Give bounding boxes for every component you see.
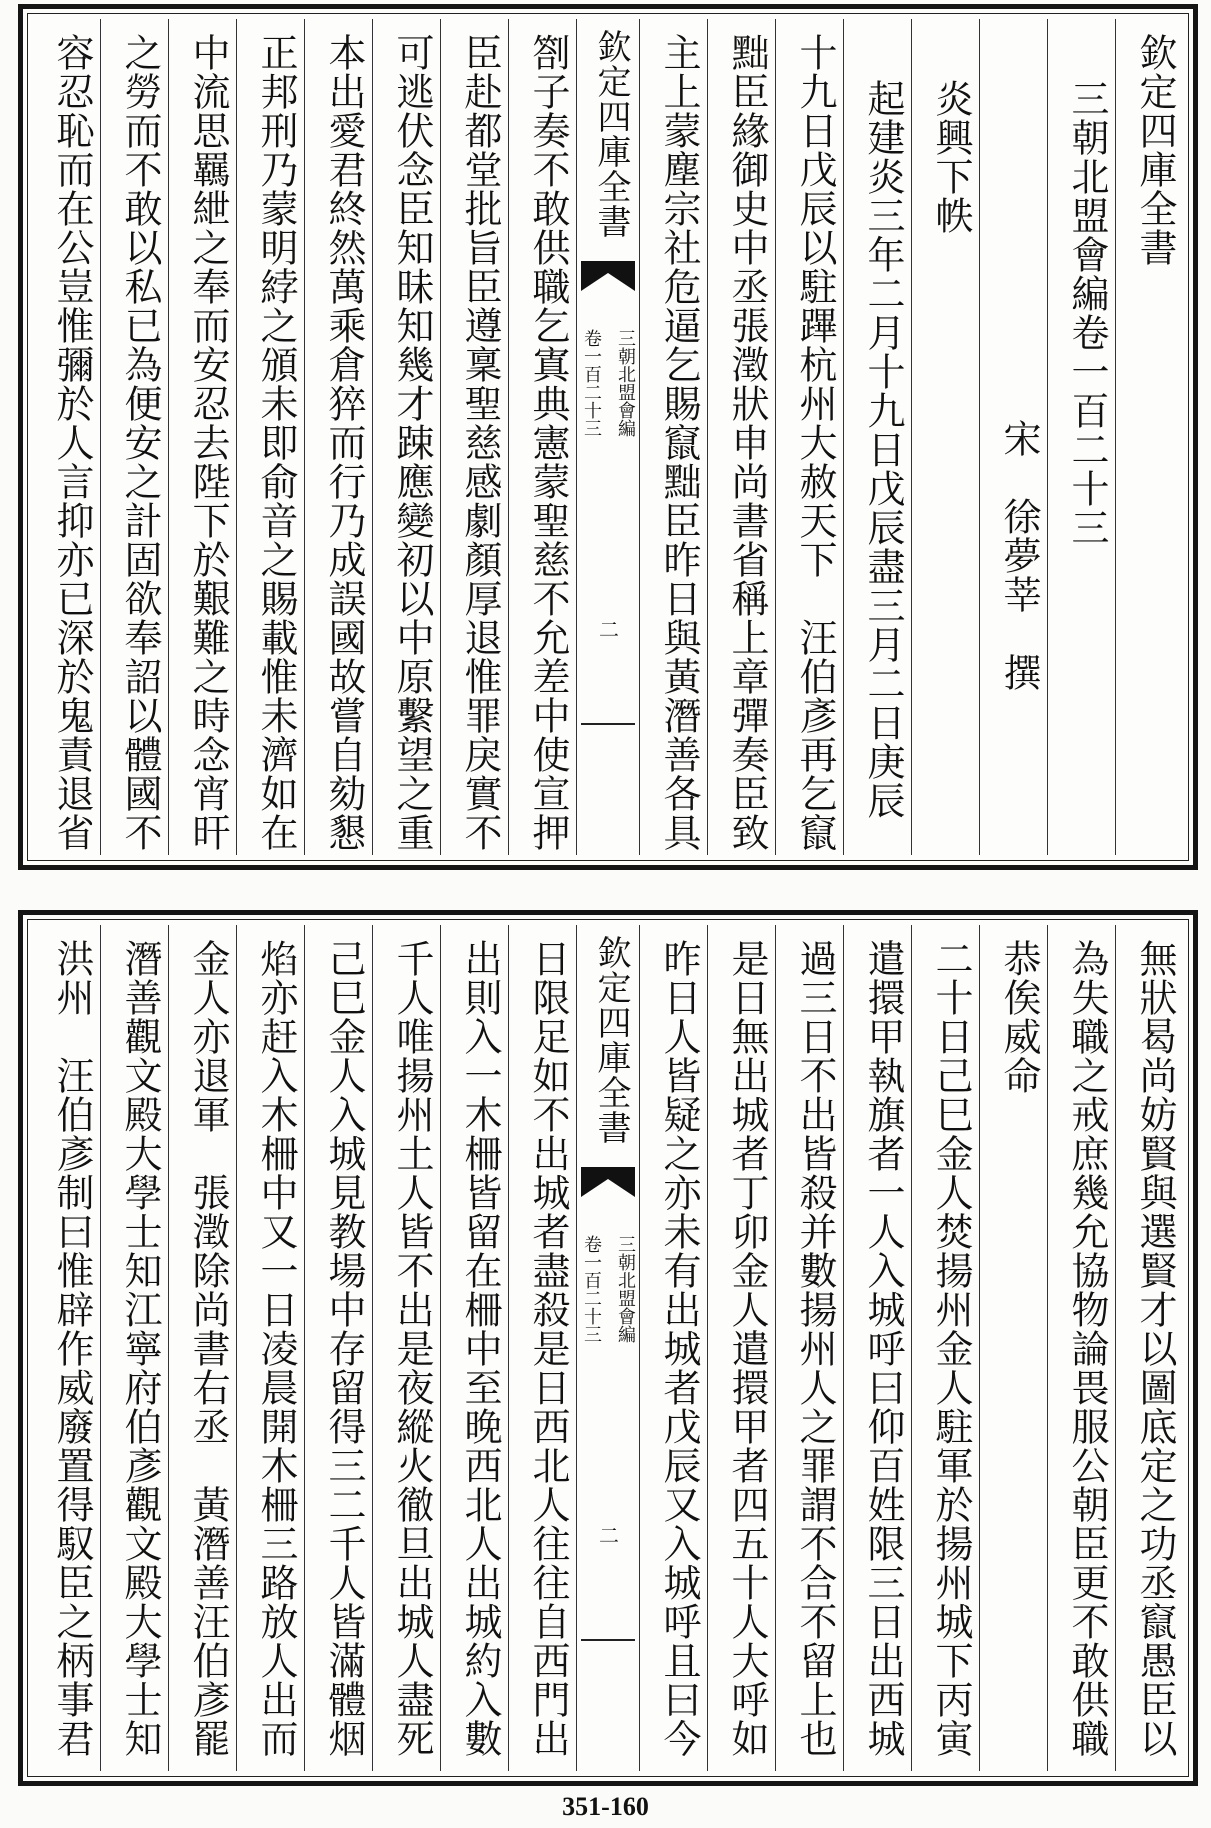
page-bottom-col-7: 是日無出城者丁卯金人遣擐甲者四五十人大呼如 (707, 925, 775, 1771)
page-top-col-14: 中流思羈紲之奉而安忍去陛下於艱難之時念宵旰 (168, 19, 236, 855)
page-bottom (18, 910, 1198, 1786)
fishtail-mark (581, 261, 635, 291)
page-bottom-col-13: 焰亦赶入木柵中又一日凌晨開木柵三路放人出而 (236, 925, 304, 1771)
page-top-col-10: 臣赴都堂批旨臣遵稟聖慈感劇顏厚退惟罪戾實不 (440, 19, 508, 855)
gutter-title: 欽定四庫全書 (591, 29, 631, 239)
page-bottom-col-1: 無狀曷尚妨賢與選賢才以圖底定之功丞竄愚臣以 (1115, 925, 1183, 1771)
gutter-rule (581, 1639, 635, 1641)
page-bottom-col-2: 為失職之戒庶幾允協物論畏服公朝臣更不敢供職 (1047, 925, 1115, 1771)
page-bottom-gutter (576, 925, 639, 1771)
gutter-volume: 卷一百二十三 (581, 329, 602, 437)
page-top-col-4: 炎興下帙 (911, 19, 979, 855)
page-bottom-col-15: 潛善觀文殿大學士知江寧府伯彥觀文殿大學士知 (100, 925, 168, 1771)
page-bottom-col-11: 千人唯揚州土人皆不出是夜縱火徹旦出城人盡死 (372, 925, 440, 1771)
page-top-col-5: 起建炎三年二月十九日戊辰盡三月二日庚辰 (843, 19, 911, 855)
page-top-col-1: 欽定四庫全書 (1115, 19, 1183, 855)
page-top-columns (33, 19, 1183, 855)
page-bottom-col-10: 出則入一木柵皆留在柵中至晚西北人出城約入數 (440, 925, 508, 1771)
page-top-col-13: 正邦刑乃蒙明綍之頒未即俞音之賜載惟未濟如在 (236, 19, 304, 855)
page-top-col-9: 劄子奏不敢供職乞寘典憲蒙聖慈不允差中使宣押 (508, 19, 576, 855)
page-top-col-7: 黜臣緣御史中丞張澂狀申尚書省稱上章彈奏臣致 (707, 19, 775, 855)
gutter-book: 三朝北盟會編 (615, 329, 636, 437)
page-footer-number: 351-160 (562, 1792, 649, 1821)
gutter-title: 欽定四庫全書 (591, 935, 631, 1145)
page-bottom-col-9: 日限足如不出城者盡殺是日西北人往往自西門出 (508, 925, 576, 1771)
page-top-col-2: 三朝北盟會編卷一百二十三 (1047, 19, 1115, 855)
page-top-gutter (576, 19, 639, 855)
page-bottom-col-12: 己巳金人入城見教場中存留得三二千人皆滿體烟 (304, 925, 372, 1771)
page-top-col-11: 可逃伏念臣知昧知幾才踈應變初以中原繫望之重 (372, 19, 440, 855)
gutter-page-number: 二 (595, 1525, 620, 1545)
page-bottom-col-8: 昨日人皆疑之亦未有出城者戊辰又入城呼且曰今 (639, 925, 707, 1771)
gutter-volume: 卷一百二十三 (581, 1235, 602, 1343)
page-top-col-3: 宋 徐夢莘 撰 (979, 19, 1047, 855)
gutter-rule (581, 723, 635, 725)
page-bottom-col-16: 洪州 汪伯彥制曰惟辟作威廢置得馭臣之柄事君 (50, 939, 94, 1758)
page-bottom-col-5: 遣擐甲執旗者一人入城呼曰仰百姓限三日出西城 (843, 925, 911, 1771)
page-top-col-6: 十九日戊辰以駐蹕杭州大赦天下 汪伯彥再乞竄 (775, 19, 843, 855)
page-top-col-8: 主上蒙塵宗社危逼乞賜竄黜臣昨日與黃潛善各具 (639, 19, 707, 855)
page-top-col-15: 之勞而不敢以私已為便安之計固欲奉詔以體國不 (100, 19, 168, 855)
page-top (18, 4, 1198, 870)
gutter-page-number: 二 (595, 619, 620, 639)
gutter-book: 三朝北盟會編 (615, 1235, 636, 1343)
fishtail-mark (581, 1167, 635, 1197)
page-bottom-col-3: 恭俟威命 (979, 925, 1047, 1771)
page-bottom-col-6: 過三日不出皆殺并數揚州人之罪謂不合不留上也 (775, 925, 843, 1771)
page-bottom-col-14: 金人亦退軍 張澂除尚書右丞 黃潛善汪伯彥罷 (168, 925, 236, 1771)
page-bottom-col-4: 二十日己巳金人焚揚州金人駐軍於揚州城下丙寅 (911, 925, 979, 1771)
page-top-col-16: 容忍恥而在公豈惟彌於人言抑亦已深於鬼責退省 (50, 33, 94, 852)
page-bottom-columns (33, 925, 1183, 1771)
page-top-col-12: 本出愛君終然萬乘倉猝而行乃成誤國故嘗自劾懇 (304, 19, 372, 855)
